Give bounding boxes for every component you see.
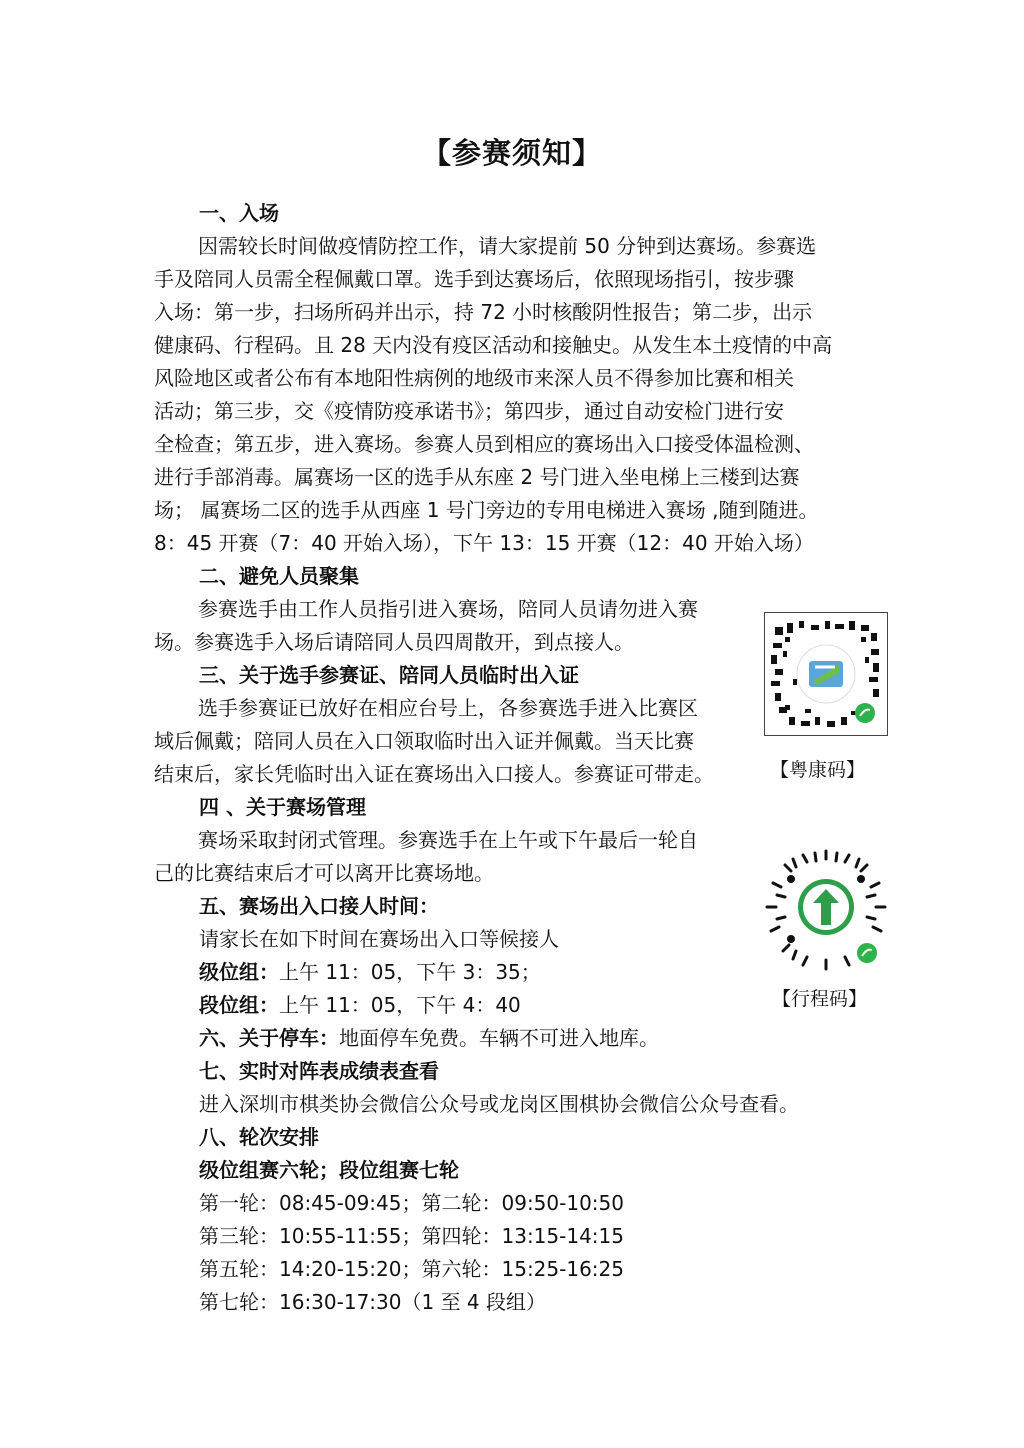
round-schedule-line: 第七轮：16:30-17:30（1 至 4 段组）	[199, 1290, 547, 1314]
round-schedule-line: 第三轮：10:55-11:55；第四轮：13:15-14:15	[199, 1224, 624, 1248]
section-1-line: 8：45 开赛（7：40 开始入场），下午 13：15 开赛（12：40 开始入场）	[154, 531, 814, 555]
itinerary-qr-caption: 【行程码】	[772, 988, 868, 1010]
section-1-line: 场； 属赛场二区的选手从西座 1 号门旁边的专用电梯进入赛场 ,随到随进。	[154, 498, 819, 522]
pickup-value: 上午 11：05，下午 3：35；	[279, 960, 541, 984]
section-3-line: 结束后，家长凭临时出入证在赛场出入口接人。参赛证可带走。	[154, 762, 714, 786]
section-1-line	[154, 329, 832, 362]
section-4-line: 赛场采取封闭式管理。参赛选手在上午或下午最后一轮自	[198, 828, 698, 852]
pickup-value: 上午 11：05，下午 4：40	[279, 993, 521, 1017]
pickup-label: 段位组：	[199, 993, 279, 1017]
pickup-label: 级位组：	[199, 960, 279, 984]
section-6-text: 地面停车免费。车辆不可进入地库。	[339, 1026, 659, 1050]
section-2-line: 参赛选手由工作人员指引进入赛场，陪同人员请勿进入赛	[198, 597, 698, 621]
section-3-heading: 三、关于选手参赛证、陪同人员临时出入证	[199, 663, 579, 687]
section-4-heading: 四 、关于赛场管理	[199, 795, 366, 819]
section-2-heading: 二、避免人员聚集	[199, 564, 359, 588]
section-5-line: 请家长在如下时间在赛场出入口等候接人	[199, 927, 559, 951]
section-1-line-part: 健康码、行程码。	[154, 333, 314, 357]
section-1-line: 因需较长时间做疫情防控工作，请大家提前 50 分钟到达赛场。参赛选	[198, 234, 817, 258]
section-1-line: 风险地区或者公布有本地阳性病例的地级市来深人员不得参加比赛和相关	[154, 366, 794, 390]
section-1-line: 全检查；第五步，进入赛场。参赛人员到相应的赛场出入口接受体温检测、	[154, 432, 814, 456]
section-7-heading: 七、实时对阵表成绩表查看	[199, 1059, 439, 1083]
section-4-line: 己的比赛结束后才可以离开比赛场地。	[154, 861, 494, 885]
yuekang-qr-code-icon[interactable]	[764, 612, 888, 736]
section-7-line: 进入深圳市棋类协会微信公众号或龙岗区围棋协会微信公众号查看。	[199, 1092, 799, 1116]
round-schedule-line: 第一轮：08:45-09:45；第二轮：09:50-10:50	[199, 1191, 624, 1215]
pickup-time-dan	[199, 989, 521, 1022]
section-6	[199, 1022, 659, 1055]
section-1-line: 进行手部消毒。属赛场一区的选手从东座 2 号门进入坐电梯上三楼到达赛	[154, 465, 800, 489]
section-3-line: 域后佩戴；陪同人员在入口领取临时出入证并佩戴。当天比赛	[154, 729, 694, 753]
section-8-subheading: 级位组赛六轮；段位组赛七轮	[199, 1158, 459, 1182]
section-1-line: 手及陪同人员需全程佩戴口罩。选手到达赛场后，依照现场指引，按步骤	[154, 267, 794, 291]
section-8-heading: 八、轮次安排	[199, 1125, 319, 1149]
pickup-time-kyu	[199, 956, 541, 989]
section-1-line-emphasis: 且 28 天内没有疫区活动和接触史。从发生本土疫情的中高	[314, 333, 833, 357]
section-1-line: 活动；第三步，交《疫情防疫承诺书》；第四步，通过自动安检门进行安	[154, 399, 784, 423]
round-schedule-line: 第五轮：14:20-15:20；第六轮：15:25-16:25	[199, 1257, 624, 1281]
page-title: 【参赛须知】	[421, 136, 602, 170]
yuekang-qr-caption: 【粤康码】	[770, 759, 866, 781]
section-2-line: 场。参赛选手入场后请陪同人员四周散开，到点接人。	[154, 630, 634, 654]
section-3-line: 选手参赛证已放好在相应台号上，各参赛选手进入比赛区	[198, 696, 698, 720]
section-6-heading: 六、关于停车：	[199, 1026, 339, 1050]
itinerary-qr-code-icon[interactable]	[763, 847, 889, 973]
section-5-heading: 五、赛场出入口接人时间：	[199, 894, 439, 918]
section-1-line: 入场：第一步，扫场所码并出示，持 72 小时核酸阴性报告；第二步，出示	[154, 300, 813, 324]
section-1-heading: 一、入场	[199, 201, 279, 225]
